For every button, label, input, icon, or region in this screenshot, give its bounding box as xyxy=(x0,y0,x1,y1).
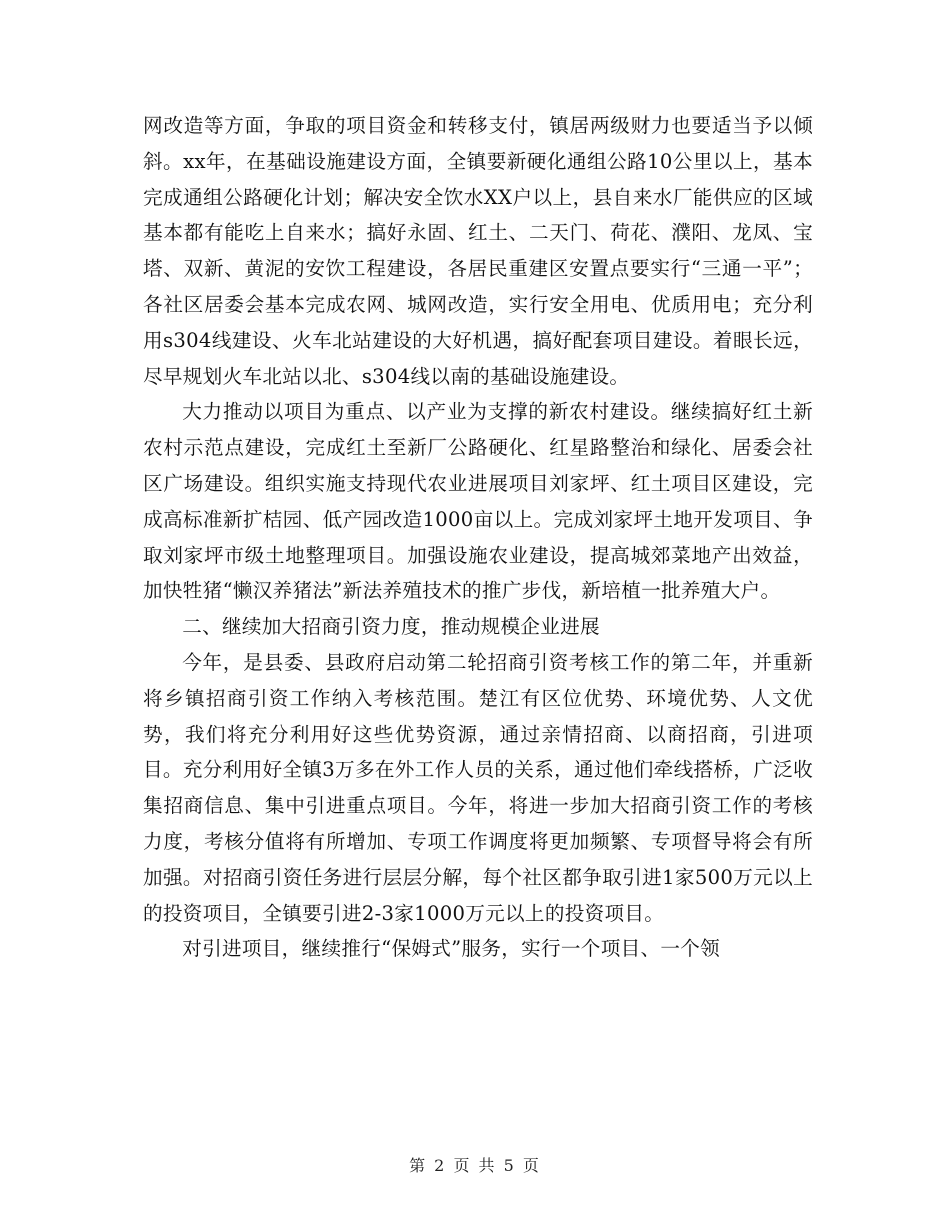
paragraph-1: 网改造等方面，争取的项目资金和转移支付，镇居两级财力也要适当予以倾斜。xx年，在基础设施建设方面，全镇要新硬化通组公路10公里以上，基本完成通组公路硬化计划；解决安全饮水XX户以上，县自来水厂能供应的区域基本都有能吃上自来水；搞好永固、红土、二天门、荷花、濮阳、龙凤、宝塔、双新、黄泥的安饮工程建设，各居民重建区安置点要实行“三通一平”；各社区居委会基本完成农网、城网改造，实行安全用电、优质用电；充分利用s304线建设、火车北站建设的大好机遇，搞好配套项目建设。着眼长远，尽早规划火车北站以北、s304线以南的基础设施建设。 xyxy=(143,114,813,388)
page-footer xyxy=(0,1153,950,1176)
section-heading: 二、继续加大招商引资力度，推动规模企业进展 xyxy=(182,615,600,639)
paragraph-3: 今年，是县委、县政府启动第二轮招商引资考核工作的第二年，并重新将乡镇招商引资工作纳入考核范围。楚江有区位优势、环境优势、人文优势，我们将充分利用好这些优势资源，通过亲情招商、以商招商，引进项目。充分利用好全镇3万多在外工作人员的关系，通过他们牵线搭桥，广泛收集招商信息、集中引进重点项目。今年，将进一步加大招商引资工作的考核力度，考核分值将有所增加、专项工作调度将更加频繁、专项督导将会有所加强。对招商引资任务进行层层分解，每个社区都争取引进1家500万元以上的投资项目，全镇要引进2-3家1000万元以上的投资项目。 xyxy=(143,650,813,925)
paragraph-4: 对引进项目，继续推行“保姆式”服务，实行一个项目、一个领 xyxy=(182,937,721,961)
document-body xyxy=(143,108,813,967)
page-number-label: 第 2 页 共 5 页 xyxy=(409,1156,541,1175)
paragraph-2: 大力推动以项目为重点、以产业为支撑的新农村建设。继续搞好红土新农村示范点建设，完成红土至新厂公路硬化、红星路整治和绿化、居委会社区广场建设。组织实施支持现代农业进展项目刘家坪、红土项目区建设，完成高标准新扩桔园、低产园改造1000亩以上。完成刘家坪土地开发项目、争取刘家坪市级土地整理项目。加强设施农业建设，提高城郊菜地产出效益，加快牲猪“懒汉养猪法”新法养殖技术的推广步伐，新培植一批养殖大户。 xyxy=(143,400,813,603)
